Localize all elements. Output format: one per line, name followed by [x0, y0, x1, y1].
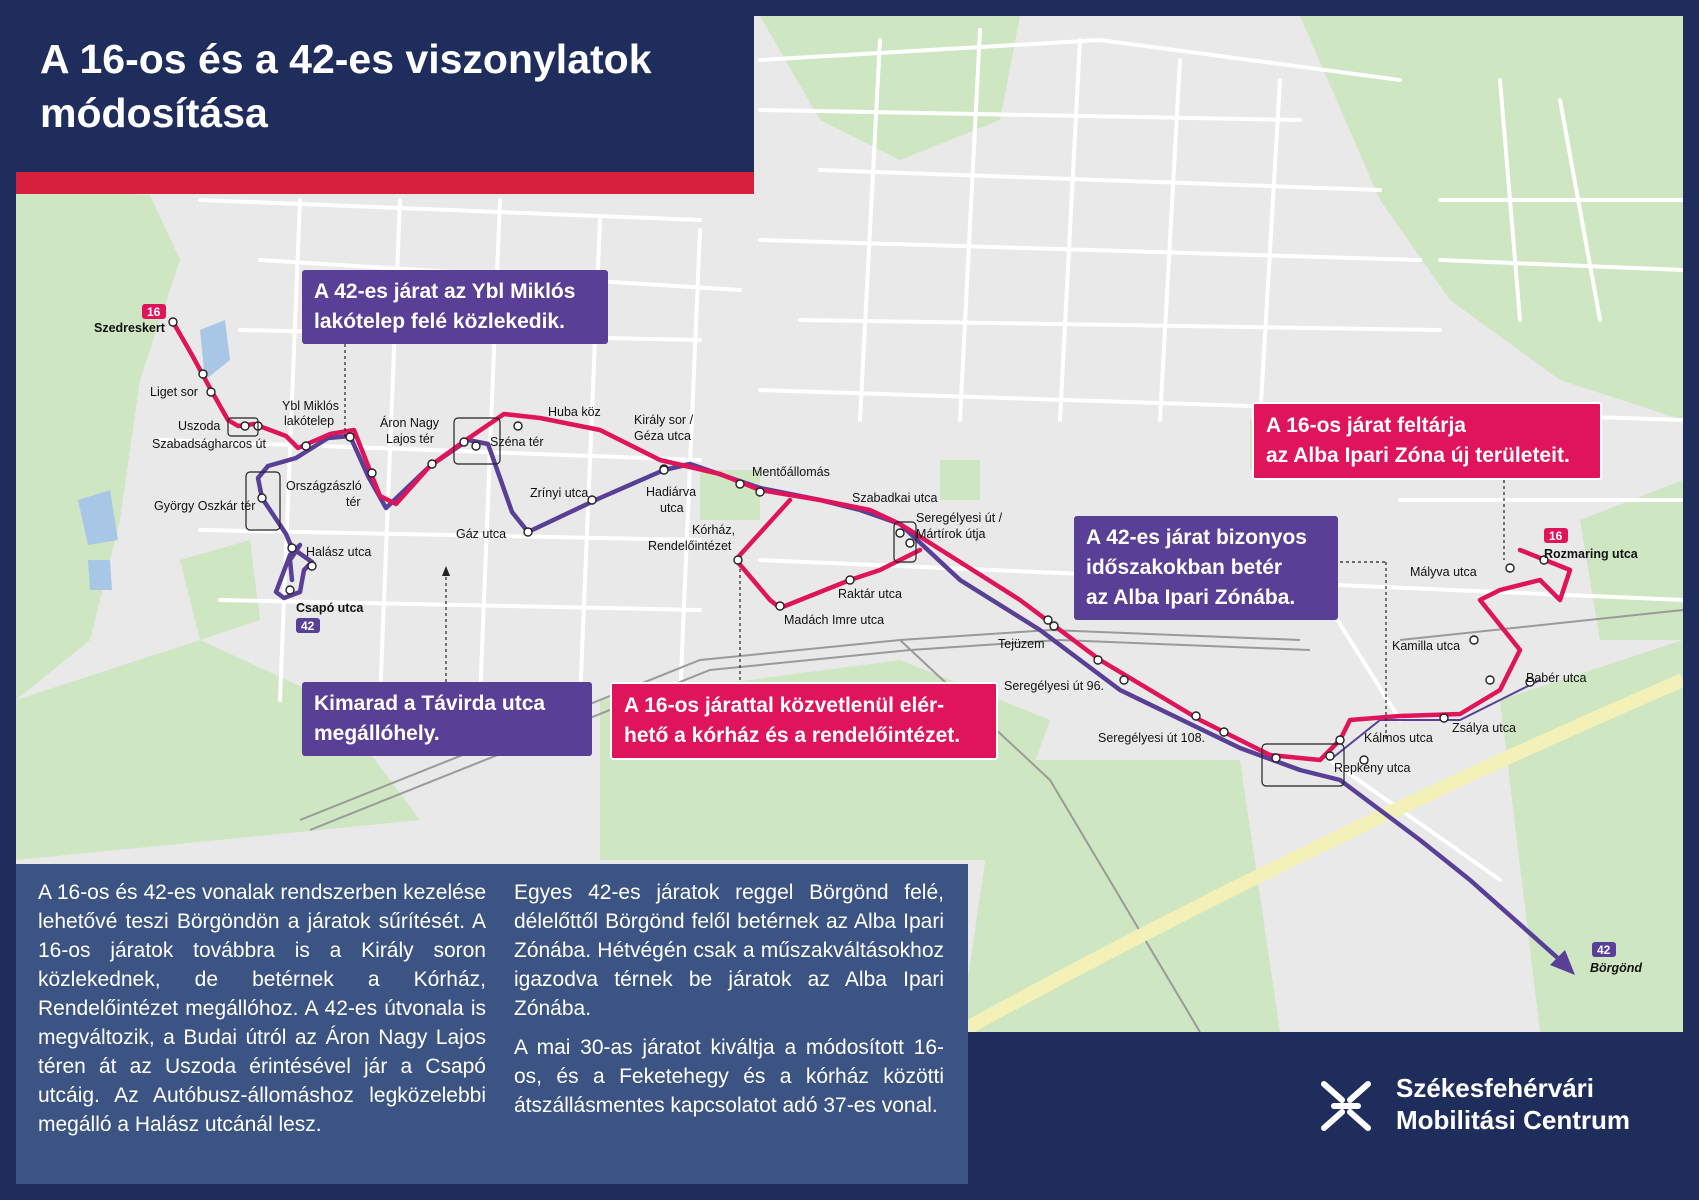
- info-text-left: A 16-os és 42-es vonalak rendszerben kezelése lehetővé teszi Börgöndön a járatok sűrítését. A 16-os járatok továbbra is a Király soron közlekednek, de betérnek a Kórház, Rendelőintézet megállóhoz. A 42-es útvonala is megváltozik, a Budai útról az Áron Nagy Lajos téren át az Uszoda érintésével jár a Csapó utcáig. Az Autóbusz-állomáshoz legközelebbi megálló a Halász utcánál lesz.: [38, 881, 486, 1136]
- route-badge-42-csapo: [296, 618, 320, 633]
- svg-text:16: 16: [147, 305, 161, 319]
- label-zsalya: Zsálya utca: [1452, 721, 1516, 735]
- label-ybl-2: lakótelep: [284, 414, 335, 428]
- label-raktar: Raktár utca: [838, 587, 902, 601]
- logo-box: [1268, 1032, 1683, 1184]
- logo-text: Székesfehérvári Mobilitási Centrum: [1396, 1073, 1631, 1135]
- label-baber: Babér utca: [1526, 671, 1587, 685]
- label-zrinyi: Zrínyi utca: [530, 486, 589, 500]
- route-badge-16-start: [142, 304, 166, 319]
- svg-text:16: 16: [1549, 529, 1563, 543]
- info-panel: [16, 864, 968, 1184]
- callout-42-alba: A 42-es járat bizonyos időszakokban betér az Alba Ipari Zónába.: [1074, 516, 1338, 620]
- info-text-right: [514, 878, 944, 1130]
- label-szedreskert: Szedreskert: [94, 321, 165, 335]
- label-kiraly-1: Király sor /: [634, 413, 694, 427]
- info-text-right-p1: Egyes 42-es járatok reggel Börgönd felé, délelőttől Börgönd felől betérnek az Alba Ipari Zónába. Hétvégén csak a műszakváltásokhoz igazodva térnek be járatok az Alba Ipari Zónába.: [514, 881, 944, 1020]
- label-csapo: Csapó utca: [296, 601, 364, 615]
- label-ser108: Seregélyesi út 108.: [1098, 731, 1206, 745]
- label-orszag-1: Országzászló: [286, 479, 362, 493]
- label-kalmos: Kálmos utca: [1364, 731, 1433, 745]
- label-aron-1: Áron Nagy: [380, 416, 440, 430]
- label-mento: Mentőállomás: [752, 465, 830, 479]
- label-borgond: Börgönd: [1590, 961, 1643, 975]
- label-kamilla: Kamilla utca: [1392, 639, 1461, 653]
- route-badge-42-borgond: [1592, 942, 1616, 957]
- label-seregelyesi-1: Seregélyesi út /: [916, 511, 1003, 525]
- page-title: A 16-os és a 42-es viszonylatok módosítása: [40, 36, 652, 136]
- label-seregelyesi-2: Mártírok útja: [916, 527, 986, 541]
- label-huba: Huba köz: [548, 405, 601, 419]
- title-stripe: [16, 172, 754, 194]
- label-ybl-1: Ybl Miklós: [282, 399, 339, 413]
- label-liget-sor: Liget sor: [150, 385, 198, 399]
- label-malyva: Mályva utca: [1410, 565, 1477, 579]
- smc-logo-icon: [1318, 1078, 1374, 1134]
- label-rozmaring: Rozmaring utca: [1544, 547, 1638, 561]
- label-tejuzem: Tejüzem: [998, 637, 1045, 651]
- label-szabadkai: Szabadkai utca: [852, 491, 938, 505]
- label-korhaz-2: Rendelőintézet: [648, 539, 732, 553]
- label-hadiarva-2: utca: [660, 501, 684, 515]
- callout-42-ybl: A 42-es járat az Ybl Miklós lakótelep felé közlekedik.: [302, 270, 608, 344]
- callout-16-alba: A 16-os járat feltárja az Alba Ipari Zóna új területeit.: [1252, 402, 1602, 480]
- svg-text:42: 42: [1597, 943, 1611, 957]
- label-gyorgy: György Oszkár tér: [154, 499, 256, 513]
- info-text-right-p2: A mai 30-as járatot kiváltja a módosított 16-os, és a Feketehegy és a kórház közötti átszállásmentes kapcsolatot adó 37-es vonal.: [514, 1036, 944, 1117]
- route-badge-16-rozmaring: [1544, 528, 1568, 543]
- label-uszoda: Uszoda: [178, 419, 221, 433]
- label-szena: Széna tér: [490, 435, 544, 449]
- label-madach: Madách Imre utca: [784, 613, 885, 627]
- svg-text:42: 42: [301, 619, 315, 633]
- label-szabadsagharcos: Szabadságharcos út: [152, 437, 266, 451]
- label-orszag-2: tér: [346, 495, 361, 509]
- label-gaz: Gáz utca: [456, 527, 507, 541]
- label-korhaz-1: Kórház,: [692, 523, 736, 537]
- label-repkeny: Repkény utca: [1334, 761, 1411, 775]
- callout-tavirda: Kimarad a Távirda utca megállóhely.: [302, 682, 592, 756]
- callout-16-korhaz: A 16-os járattal közvetlenül elér- hető a kórház és a rendelőintézet.: [610, 682, 998, 760]
- label-ser96: Seregélyesi út 96.: [1004, 679, 1105, 693]
- label-hadiarva-1: Hadiárva: [646, 485, 697, 499]
- label-aron-2: Lajos tér: [386, 432, 434, 446]
- label-halasz: Halász utca: [306, 545, 372, 559]
- label-kiraly-2: Géza utca: [634, 429, 691, 443]
